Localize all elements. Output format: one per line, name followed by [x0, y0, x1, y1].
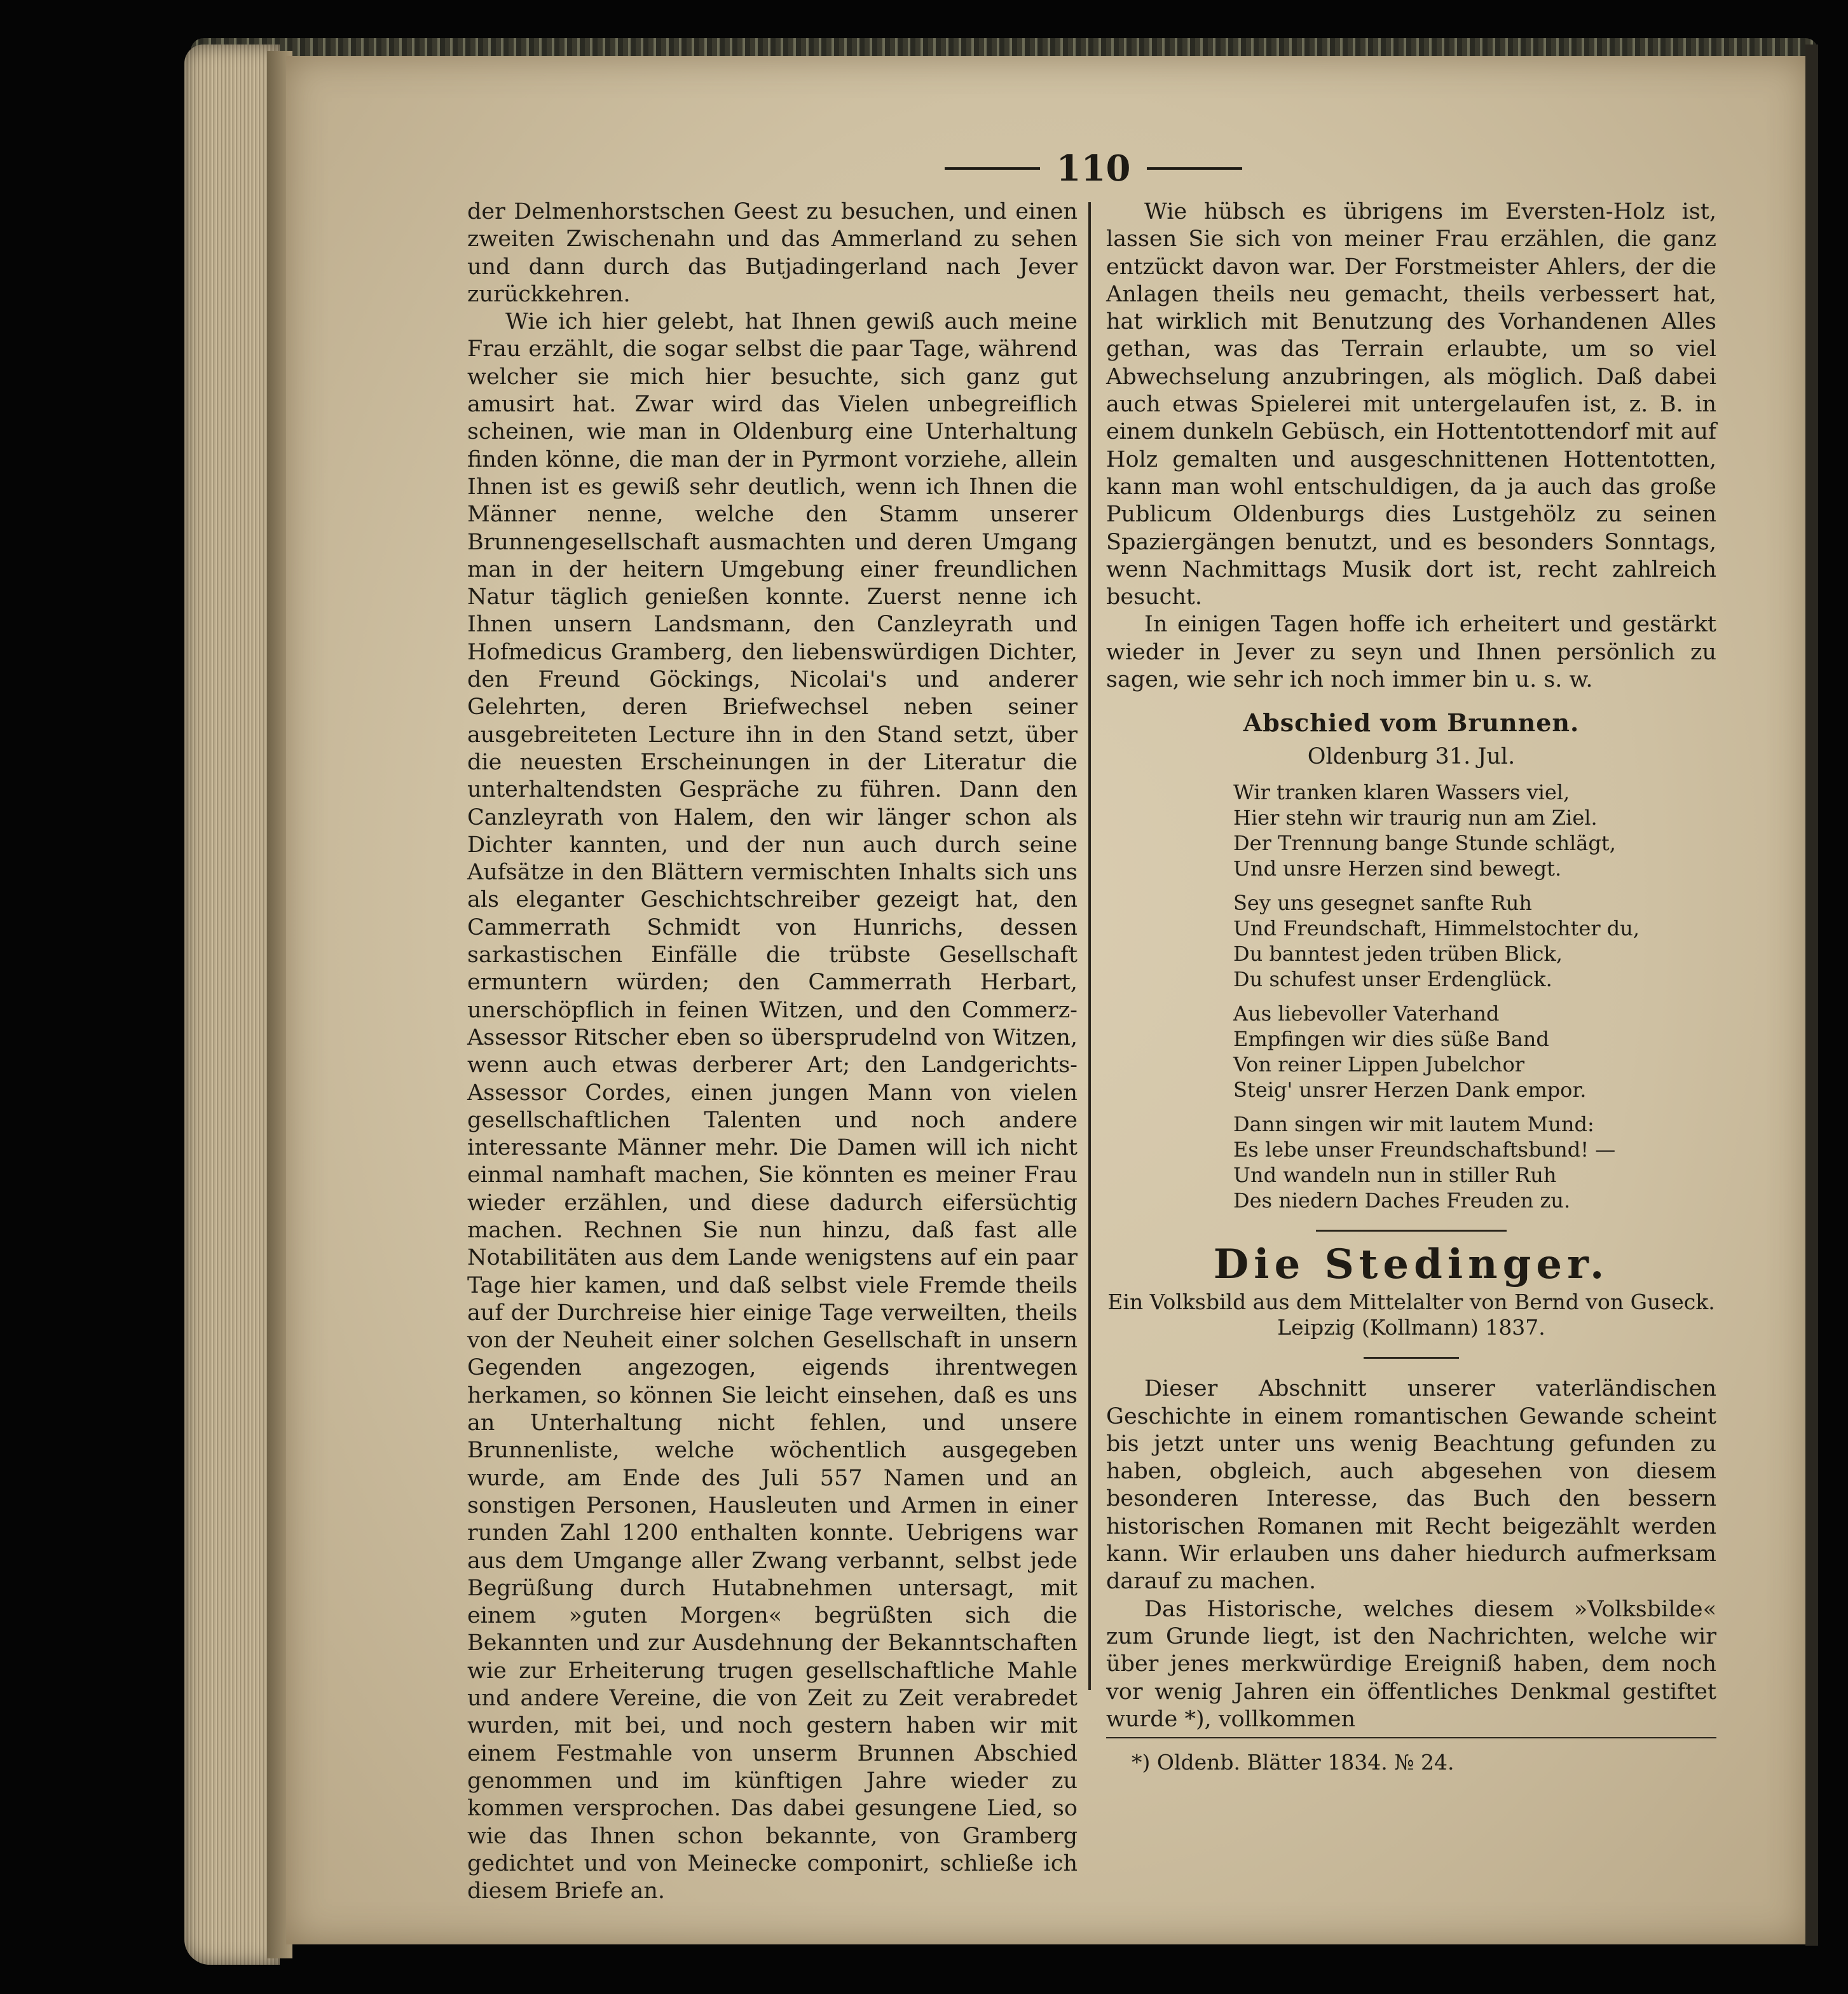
footnote-rule: [1106, 1737, 1716, 1738]
poem-line: Von reiner Lippen Jubelchor: [1233, 1052, 1525, 1076]
poem-stanza-3: [1233, 1001, 1716, 1103]
poem-line: Du banntest jeden trüben Blick,: [1233, 941, 1563, 966]
poem-line: Und Freundschaft, Himmelstochter du,: [1233, 916, 1640, 940]
poem-title: Abschied vom Brunnen.: [1243, 708, 1580, 738]
poem-stanza-1: [1233, 780, 1716, 881]
header-rule-left: [945, 167, 1040, 170]
review-header-rule: [1364, 1357, 1459, 1359]
header-rule-right: [1147, 167, 1242, 170]
column-divider: [1088, 202, 1091, 1690]
poem-line: Es lebe unser Freundschaftsbund! —: [1233, 1137, 1616, 1162]
poem-stanza-2: [1233, 890, 1716, 992]
poem-stanza-4: [1233, 1111, 1716, 1213]
left-paragraph-2: Wie ich hier gelebt, hat Ihnen gewiß auch meine Frau erzählt, die sogar selbst die paar Tage, während welcher sie mich hier besuchte, sich ganz gut amusirt hat. Zwar wird das Vielen unbegreiflich scheinen, wie man in Oldenburg eine Unterhaltung finden könne, die man der in Pyrmont vorziehe, allein Ihnen ist es gewiß sehr deutlich, wenn ich Ihnen die Männer nenne, welche den Stamm unserer Brunnengesellschaft ausmachten und deren Umgang man in der heitern Umgebung einer freundlichen Natur täglich genießen konnte. Zuerst nenne ich Ihnen unsern Landsmann, den Canzleyrath und Hofmedicus Gramberg, den liebenswürdigen Dichter, den Freund Göckings, Nicolai's und anderer Gelehrten, deren Briefwechsel neben seiner ausgebreiteten Lecture ihn in den Stand setzt, über die neuesten Erscheinungen in der Literatur die unterhaltendsten Gespräche zu führen. Dann den Canzleyrath von Halem, den wir länger schon als Dichter kannten, und der nun auch durch seine Aufsätze in den Blättern vermischten Inhalts sich uns als eleganter Geschichtschreiber gezeigt hat, den Cammerrath Schmidt von Hunrichs, dessen sarkastischen Einfälle die trübste Gesellschaft ermuntern würden; den Cammerrath Herbart, unerschöpflich in feinen Witzen, und den Commerz-Assessor Ritscher eben so übersprudelnd von Witzen, wenn auch etwas derberer Art; den Landgerichts-Assessor Cordes, einen jungen Mann von vielen gesellschaftlichen Talenten und noch andere interessante Männer mehr. Die Damen will ich nicht einmal namhaft machen, Sie könnten es meiner Frau wieder erzählen, und diese dadurch eifersüchtig machen. Rechnen Sie nun hinzu, daß fast alle Notabilitäten aus dem Lande wenigstens auf ein paar Tage hier kamen, und daß selbst viele Fremde theils auf der Durchreise hier einige Tage verweilten, theils von der Neuheit einer solchen Gesellschaft in unsern Gegenden angezogen, eigends ihrentwegen herkamen, so können Sie leicht einsehen, daß es uns an Unterhaltung nicht fehlen, und unsere Brunnenliste, welche wöchentlich ausgegeben wurde, am Ende des Juli 557 Namen und an sonstigen Personen, Hausleuten und Armen in einer runden Zahl 1200 enthalten konnte. Uebrigens war aus dem Umgange aller Zwang verbannt, selbst jede Begrüßung durch Hutabnehmen untersagt, mit einem »guten Morgen« begrüßten sich die Bekannten und zur Ausdehnung der Bekanntschaften wie zur Erheiterung trugen gesellschaftliche Mahle und andere Vereine, die von Zeit zu Zeit verabredet wurden, mit bei, und noch gestern haben wir mit einem Festmahle von unserm Brunnen Abschied genommen und im künftigen Jahre wieder zu kommen versprochen. Das dabei gesungene Lied, so wie das Ihnen schon bekannte, von Gramberg gedichtet und von Meinecke componirt, schließe ich diesem Briefe an.: [467, 309, 1078, 1904]
poem-line: Dann singen wir mit lautem Mund:: [1233, 1111, 1594, 1136]
poem-line: Steig' unsrer Herzen Dank empor.: [1233, 1077, 1587, 1102]
poem-line: Hier stehn wir traurig nun am Ziel.: [1233, 805, 1598, 830]
review-paragraph-1: Dieser Abschnitt unserer vaterländischen Geschichte in einem romantischen Gewande scheint bis jetzt unter uns wenig Beachtung gefunden zu haben, obgleich, auch abgesehen von diesem besonderen Interesse, das Buch den bessern historischen Romanen mit Recht beigezählt werden kann. Wir erlauben uns daher hiedurch aufmerksam darauf zu machen.: [1106, 1376, 1716, 1595]
page-number-header: [928, 146, 1259, 191]
poem-line: Des niedern Daches Freuden zu.: [1233, 1188, 1571, 1213]
right-paragraph-2: In einigen Tagen hoffe ich erheitert und gestärkt wieder in Jever zu seyn und Ihnen persönlich zu sagen, wie sehr ich noch immer bin u. s. w.: [1106, 612, 1716, 693]
book-right-edge: [1805, 45, 1818, 1946]
poem-line: Sey uns gesegnet sanfte Ruh: [1233, 890, 1532, 915]
book-page-stack: [184, 45, 280, 1965]
poem-place-date: Oldenburg 31. Jul.: [1307, 743, 1516, 769]
poem-line: Empfingen wir dies süße Band: [1233, 1026, 1549, 1051]
page-number: 110: [1056, 148, 1131, 189]
right-column: [1106, 198, 1716, 1776]
right-paragraph-1: Wie hübsch es übrigens im Eversten-Holz ist, lassen Sie sich von meiner Frau erzählen, die ganz entzückt davon war. Der Forstmeister Ahlers, der die Anlagen theils neu gemacht, theils verbessert hat, hat wirklich mit Benutzung des Vorhandenen Alles gethan, was das Terrain erlaubte, um so viel Abwechselung anzubringen, als möglich. Daß dabei auch etwas Spielerei mit untergelaufen ist, z. B. in einem dunkeln Gebüsch, ein Hottentottendorf mit auf Holz gemalten und ausgeschnittenen Hottentotten, kann man wohl entschuldigen, da ja auch das große Publicum Oldenburgs dies Lustgehölz zu seinen Spaziergängen benutzt, und es besonders Sonntags, wenn Nachmittags Musik dort ist, recht zahlreich besucht.: [1106, 199, 1716, 610]
left-column: [467, 198, 1078, 1905]
review-paragraph-2: Das Historische, welches diesem »Volksbilde« zum Grunde liegt, ist den Nachrichten, welche wir über jenes merkwürdige Ereigniß haben, dem noch vor wenig Jahren ein öffentliches Denkmal gestiftet wurde *), vollkommen: [1106, 1596, 1716, 1732]
poem-line: Und unsre Herzen sind bewegt.: [1233, 856, 1562, 881]
poem-line: Du schufest unser Erdenglück.: [1233, 966, 1552, 991]
section-separator-rule: [1316, 1230, 1507, 1232]
review-subtitle-line-1: Ein Volksbild aus dem Mittelalter von Bernd von Guseck.: [1107, 1289, 1715, 1315]
review-title: Die Stedinger.: [1213, 1240, 1610, 1288]
left-paragraph-1: der Delmenhorstschen Geest zu besuchen, und einen zweiten Zwischenahn und das Ammerland zu sehen und dann durch das Butjadingerland nach Jever zurückkehren.: [467, 199, 1078, 307]
footnote: *) Oldenb. Blätter 1834. № 24.: [1132, 1750, 1454, 1775]
poem-line: Wir tranken klaren Wassers viel,: [1233, 780, 1570, 804]
poem-line: Aus liebevoller Vaterhand: [1233, 1001, 1500, 1026]
poem-line: Der Trennung bange Stunde schlägt,: [1233, 830, 1616, 855]
poem-line: Und wandeln nun in stiller Ruh: [1233, 1162, 1557, 1187]
review-subtitle-line-2: Leipzig (Kollmann) 1837.: [1277, 1315, 1545, 1340]
